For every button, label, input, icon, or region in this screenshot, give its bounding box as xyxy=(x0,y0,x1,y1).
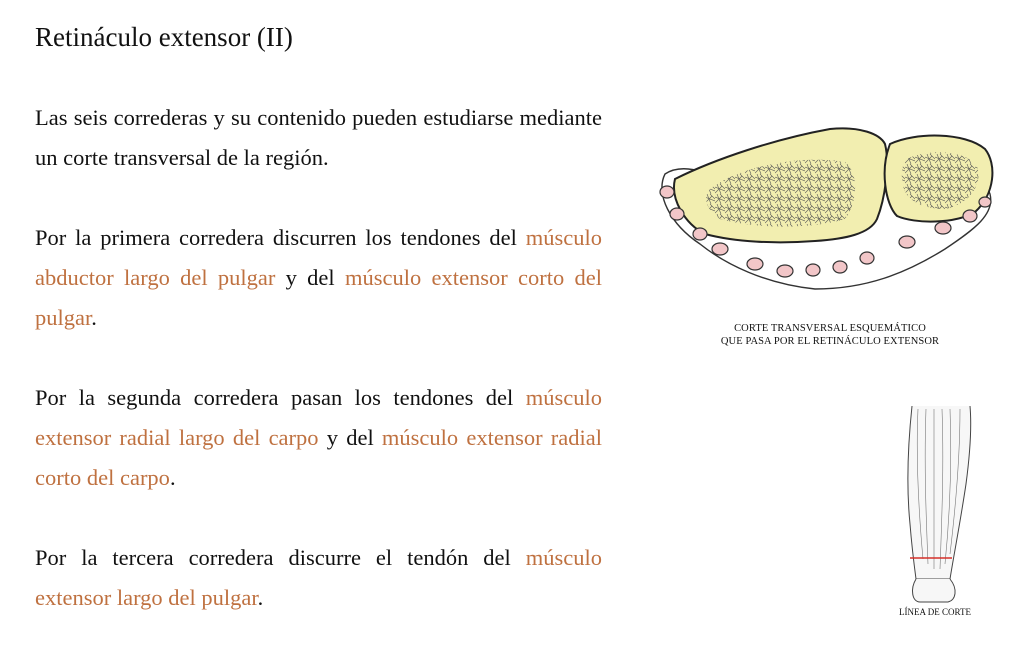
muscle-link-extensor-radial-corto-carpo[interactable]: músculo extensor radial corto del carpo xyxy=(35,425,602,490)
muscle-link-extensor-radial-largo-carpo[interactable]: músculo extensor radial largo del carpo xyxy=(35,385,602,450)
muscle-link-extensor-largo-pulgar[interactable]: músculo extensor largo del pulgar xyxy=(35,545,602,610)
forearm-illustration xyxy=(898,404,978,604)
paragraph-text: Por la segunda corredera pasan los tendones del xyxy=(35,385,526,410)
tendon xyxy=(935,222,951,234)
cross-section-caption-line: QUE PASA POR EL RETINÁCULO EXTENSOR xyxy=(720,336,940,347)
paragraph-text: y del xyxy=(318,425,382,450)
tendon xyxy=(833,261,847,273)
tendon xyxy=(660,186,674,198)
paragraph-text: y del xyxy=(275,265,345,290)
paragraph-text: Las seis correderas y su contenido pueden estudiarse mediante un corte transversal de la región. xyxy=(35,105,602,170)
paragraph-3 xyxy=(35,378,602,498)
muscle-link-abductor-largo-pulgar[interactable]: músculo abductor largo del pulgar xyxy=(35,225,602,290)
paragraph-text: . xyxy=(91,305,97,330)
page-title: Retináculo extensor (II) xyxy=(35,22,293,52)
paragraph-text: Por la primera corredera discurren los tendones del xyxy=(35,225,526,250)
cross-section-caption-line: CORTE TRANSVERSAL ESQUEMÁTICO xyxy=(734,323,926,334)
cross-section-caption xyxy=(650,322,1010,348)
tendon xyxy=(899,236,915,248)
paragraph-2 xyxy=(35,218,602,338)
paragraph-4 xyxy=(35,538,602,618)
tendon xyxy=(860,252,874,264)
tendon xyxy=(670,208,684,220)
tendon xyxy=(979,197,991,207)
muscle-link-extensor-corto-pulgar[interactable]: músculo extensor corto del pulgar xyxy=(35,265,602,330)
paragraph-text: . xyxy=(169,465,176,490)
tendon xyxy=(712,243,728,255)
paragraph-text: Por la tercera corredera discurre el tendón del xyxy=(35,545,526,570)
text-column xyxy=(35,98,602,658)
forearm-caption: LÍNEA DE CORTE xyxy=(899,607,971,617)
tendon xyxy=(777,265,793,277)
paragraph-1 xyxy=(35,98,602,178)
cross-section-illustration xyxy=(645,124,1000,299)
tendon xyxy=(747,258,763,270)
hand-outline xyxy=(913,579,956,602)
paragraph-text: . xyxy=(257,585,264,610)
tendon xyxy=(693,228,707,240)
tendon xyxy=(963,210,977,222)
tendon xyxy=(806,264,820,276)
